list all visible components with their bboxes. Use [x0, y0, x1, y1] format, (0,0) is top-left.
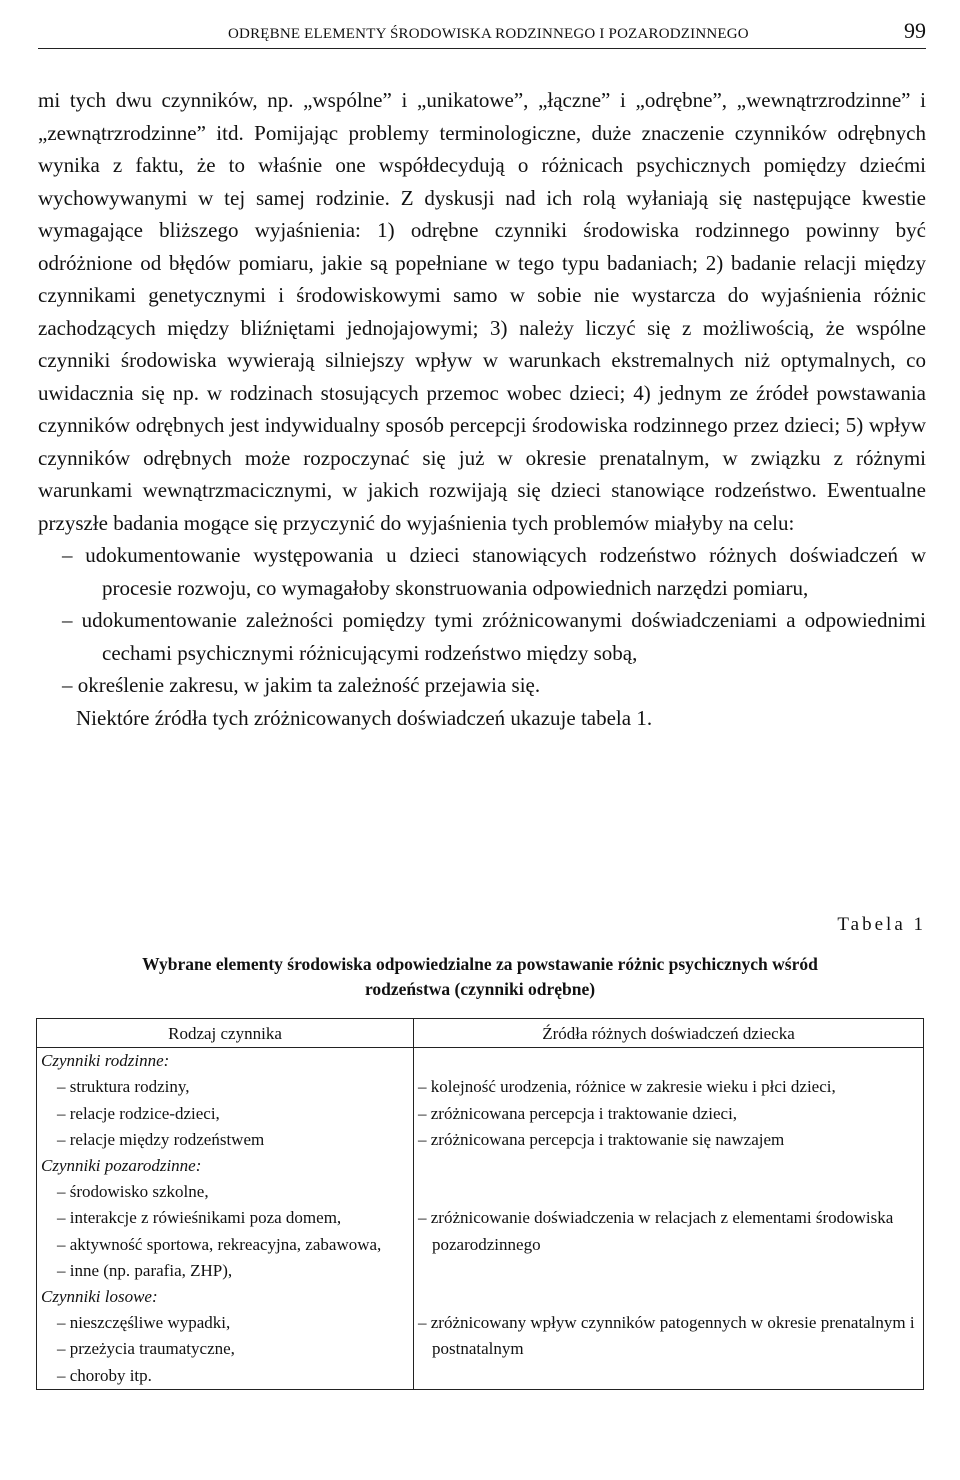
factor-item: – relacje między rodzeństwem [57, 1129, 265, 1149]
running-head: ODRĘBNE ELEMENTY ŚRODOWISKA RODZINNEGO I POZARODZINNEGO [228, 26, 749, 42]
category-label: Czynniki pozarodzinne: [41, 1156, 202, 1176]
main-paragraph: mi tych dwu czynników, np. „wspólne” i „unikatowe”, „łączne” i „odrębne”, „wewnątrzrodzinne” i „zewnątrzrodzinne” itd. Pomijając problemy terminologiczne, duże znaczenie czynników odrębnych wynika z faktu, że to właśnie one współdecydują o różnicach psychicznych pomiędzy dziećmi wychowywanymi w tej samej rodzinie. Z dyskusji nad ich rolą wyłaniają się następujące kwestie wymagające bliższego wyjaśnienia: 1) odrębne czynniki środowiska rodzinnego powinny być odróżnione od błędów pomiaru, jakie są popełniane w tego typu badaniach; 2) badanie relacji między czynnikami genetycznymi i środowiskowymi samo w sobie nie wystarcza do wyjaśnienia różnic zachodzących między bliźniętami jednojajowymi; 3) należy liczyć się z możliwością, że wspólne czynniki środowiska wywierają silniejszy wpływ w warunkach ekstremalnych niż optymalnych, co uwidacznia się np. w rodzinach stosujących przemoc wobec dzieci; 4) jednym ze źródeł powstawania czynników odrębnych jest indywidualny sposób percepcji środowiska rodzinnego przez dzieci; 5) wpływ czynników odrębnych może rozpoczynać się już w okresie prenatalnym, w związku z różnymi warunkami wewnątrzmacicznymi, w jakich rozwijają się dzieci stanowiące rodzeństwo. Ewentualne przyszłe badania mogące się przyczynić do wyjaśnienia tych problemów miałyby na celu: [38, 88, 926, 535]
source-cell [414, 1284, 924, 1389]
factors-table [36, 1018, 924, 1390]
factor-item: – struktura rodziny, [57, 1077, 190, 1097]
category-label: Czynniki losowe: [41, 1287, 158, 1307]
closing-sentence: Niektóre źródła tych zróżnicowanych doświadczeń ukazuje tabela 1. [76, 705, 653, 730]
factor-item: – interakcje z rówieśnikami poza domem, [57, 1208, 342, 1228]
bullet-item: – udokumentowanie zależności pomiędzy tymi zróżnicowanymi doświadczeniami a odpowiednimi cechami psychicznymi różnicującymi rodzeństwo między sobą, [62, 608, 926, 665]
factor-item: – przeżycia traumatyczne, [57, 1339, 235, 1359]
table-header-row [37, 1019, 924, 1048]
factor-item: – nieszczęśliwe wypadki, [57, 1313, 231, 1333]
factor-cell [37, 1284, 414, 1389]
source-cell [414, 1153, 924, 1284]
source-item: – kolejność urodzenia, różnice w zakresie wieku i płci dzieci, [418, 1077, 836, 1097]
table-row [37, 1153, 924, 1284]
source-item: – zróżnicowana percepcja i traktowanie dzieci, [418, 1103, 738, 1123]
factor-item: – choroby itp. [57, 1365, 152, 1385]
table-title-line: Wybrane elementy środowiska odpowiedzialne za powstawanie różnic psychicznych wśród [142, 954, 818, 974]
table-title [40, 952, 920, 1002]
table-title-line: rodzeństwa (czynniki odrębne) [364, 979, 596, 999]
factor-item: – inne (np. parafia, ZHP), [57, 1260, 233, 1280]
column-header: Źródła różnych doświadczeń dziecka [414, 1019, 924, 1048]
bullet-item: – określenie zakresu, w jakim ta zależność przejawia się. [62, 673, 541, 697]
category-label: Czynniki rodzinne: [41, 1051, 170, 1071]
factor-item: – aktywność sportowa, rekreacyjna, zabawowa, [57, 1234, 382, 1254]
table-label: Tabela 1 [837, 914, 926, 935]
source-item: – zróżnicowany wpływ czynników patogennych w okresie prenatalnym i postnatalnym [418, 1313, 915, 1359]
column-header: Rodzaj czynnika [37, 1019, 414, 1048]
source-item: – zróżnicowana percepcja i traktowanie się nawzajem [418, 1129, 785, 1149]
body-text [38, 84, 926, 734]
factor-cell [37, 1048, 414, 1153]
factor-cell [37, 1153, 414, 1284]
table-row [37, 1284, 924, 1389]
page-number: 99 [904, 18, 926, 43]
factor-item: – środowisko szkolne, [57, 1182, 209, 1202]
source-item: – zróżnicowanie doświadczenia w relacjach z elementami środowiska pozarodzinnego [418, 1208, 894, 1254]
page-header [38, 18, 926, 49]
table-row [37, 1048, 924, 1153]
factor-item: – relacje rodzice-dzieci, [57, 1103, 220, 1123]
source-cell [414, 1048, 924, 1153]
bullet-item: – udokumentowanie występowania u dzieci stanowiących rodzeństwo różnych doświadczeń w procesie rozwoju, co wymagałoby skonstruowania odpowiednich narzędzi pomiaru, [62, 543, 926, 600]
